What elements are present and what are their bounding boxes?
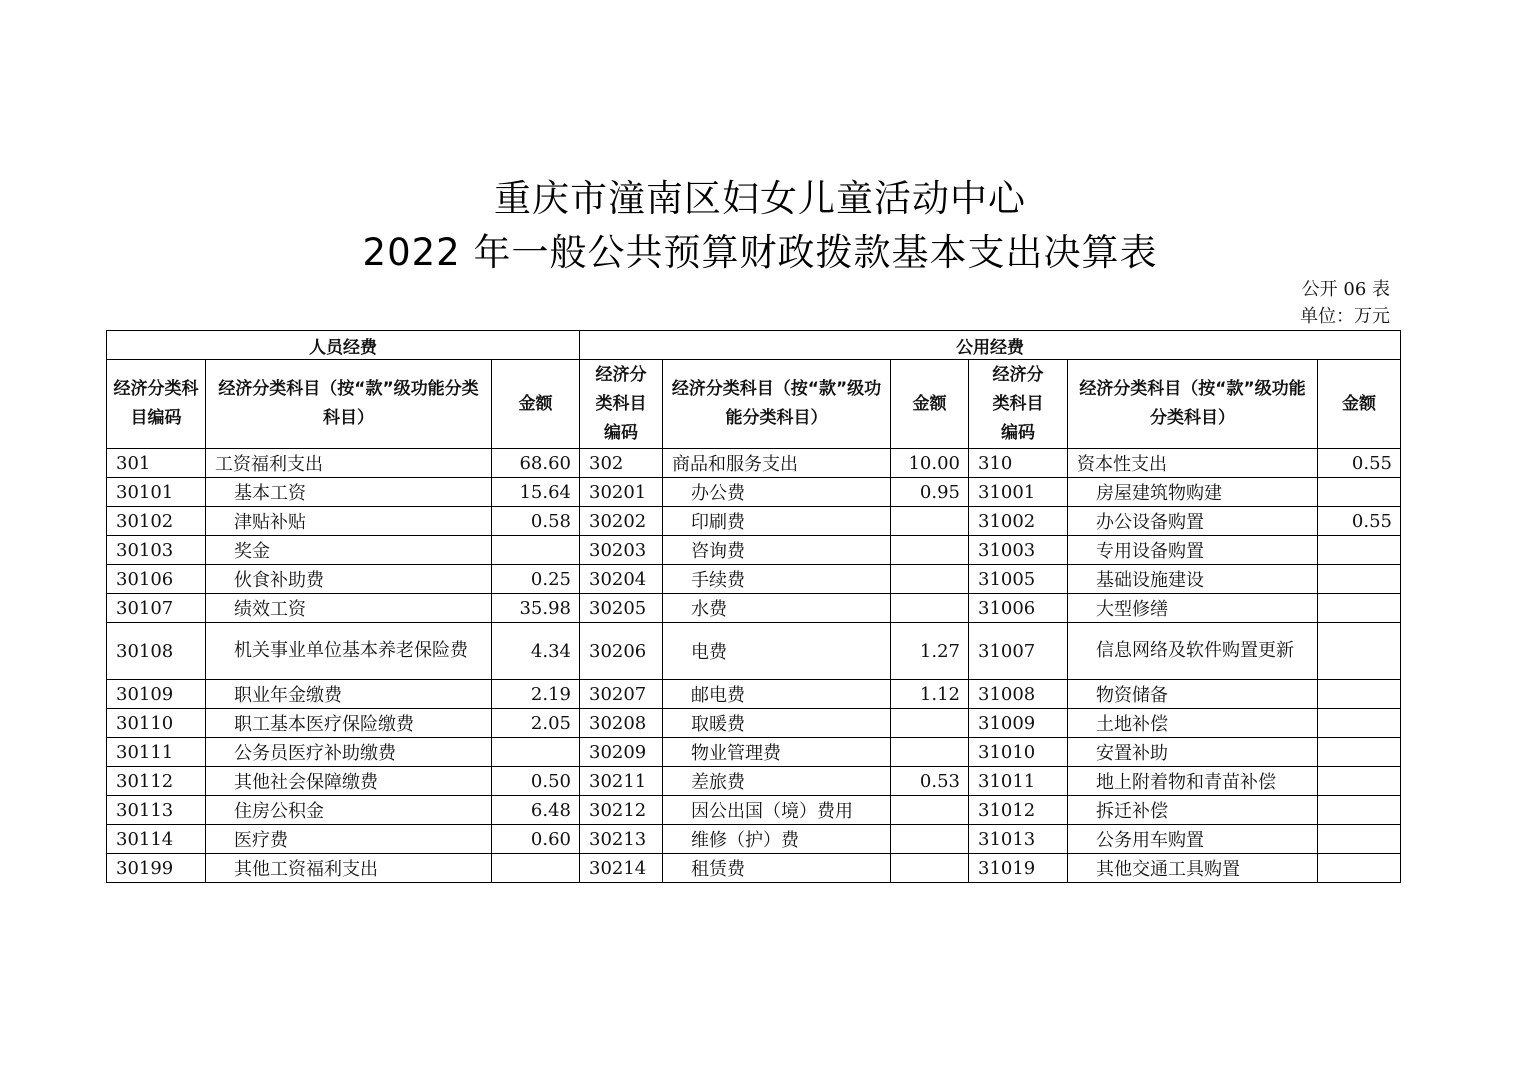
table-row <box>107 680 1401 709</box>
capital-code-cell: 31007 <box>969 623 1068 680</box>
goods-name-cell: 手续费 <box>663 565 891 594</box>
capital-name-cell: 土地补偿 <box>1068 709 1318 738</box>
goods-amount-cell <box>891 825 969 854</box>
capital-amount-cell <box>1318 565 1401 594</box>
table-row <box>107 565 1401 594</box>
page-subtitle: 2022 年一般公共预算财政拨款基本支出决算表 <box>362 231 1158 274</box>
capital-name-cell: 安置补助 <box>1068 738 1318 767</box>
personnel-amount-cell: 0.58 <box>492 507 580 536</box>
capital-amount-cell <box>1318 796 1401 825</box>
header-code: 经济分类科目编码 <box>580 360 663 449</box>
goods-name-cell: 商品和服务支出 <box>663 449 891 478</box>
group-header-public: 公用经费 <box>580 331 1401 360</box>
goods-code-cell: 30207 <box>580 680 663 709</box>
table-row <box>107 623 1401 680</box>
personnel-amount-cell <box>492 738 580 767</box>
personnel-code-cell: 30199 <box>107 854 206 883</box>
capital-code-cell: 31010 <box>969 738 1068 767</box>
capital-code-cell: 31001 <box>969 478 1068 507</box>
capital-amount-cell <box>1318 854 1401 883</box>
goods-amount-cell: 0.95 <box>891 478 969 507</box>
personnel-amount-cell: 68.60 <box>492 449 580 478</box>
capital-name-cell: 基础设施建设 <box>1068 565 1318 594</box>
capital-code-cell: 31005 <box>969 565 1068 594</box>
personnel-amount-cell: 4.34 <box>492 623 580 680</box>
capital-amount-cell <box>1318 478 1401 507</box>
capital-name-cell: 地上附着物和青苗补偿 <box>1068 767 1318 796</box>
capital-amount-cell <box>1318 709 1401 738</box>
goods-name-cell: 咨询费 <box>663 536 891 565</box>
goods-amount-cell: 10.00 <box>891 449 969 478</box>
goods-amount-cell <box>891 507 969 536</box>
personnel-name-cell: 奖金 <box>206 536 492 565</box>
goods-amount-cell <box>891 536 969 565</box>
capital-code-cell: 31013 <box>969 825 1068 854</box>
table-row <box>107 709 1401 738</box>
personnel-name-cell: 津贴补贴 <box>206 507 492 536</box>
personnel-name-cell: 基本工资 <box>206 478 492 507</box>
goods-code-cell: 30206 <box>580 623 663 680</box>
capital-code-cell: 31009 <box>969 709 1068 738</box>
capital-name-cell: 大型修缮 <box>1068 594 1318 623</box>
page-title: 重庆市潼南区妇女儿童活动中心 <box>494 177 1026 220</box>
capital-code-cell: 31003 <box>969 536 1068 565</box>
goods-code-cell: 30214 <box>580 854 663 883</box>
capital-name-cell: 其他交通工具购置 <box>1068 854 1318 883</box>
unit-label: 单位：万元 <box>1300 306 1390 327</box>
header-code: 经济分类科目编码 <box>969 360 1068 449</box>
personnel-amount-cell: 0.50 <box>492 767 580 796</box>
capital-amount-cell <box>1318 680 1401 709</box>
group-header-personnel: 人员经费 <box>107 331 580 360</box>
personnel-code-cell: 30108 <box>107 623 206 680</box>
capital-code-cell: 31002 <box>969 507 1068 536</box>
goods-code-cell: 30211 <box>580 767 663 796</box>
personnel-amount-cell: 2.05 <box>492 709 580 738</box>
personnel-amount-cell: 2.19 <box>492 680 580 709</box>
goods-name-cell: 维修（护）费 <box>663 825 891 854</box>
goods-name-cell: 因公出国（境）费用 <box>663 796 891 825</box>
capital-amount-cell <box>1318 738 1401 767</box>
header-amount: 金额 <box>492 360 580 449</box>
goods-name-cell: 办公费 <box>663 478 891 507</box>
goods-amount-cell <box>891 738 969 767</box>
personnel-code-cell: 30113 <box>107 796 206 825</box>
capital-code-cell: 31008 <box>969 680 1068 709</box>
goods-amount-cell <box>891 709 969 738</box>
personnel-amount-cell: 6.48 <box>492 796 580 825</box>
goods-code-cell: 30203 <box>580 536 663 565</box>
goods-name-cell: 水费 <box>663 594 891 623</box>
personnel-amount-cell <box>492 536 580 565</box>
personnel-code-cell: 30101 <box>107 478 206 507</box>
goods-code-cell: 30212 <box>580 796 663 825</box>
header-code: 经济分类科目编码 <box>107 360 206 449</box>
personnel-code-cell: 301 <box>107 449 206 478</box>
capital-amount-cell <box>1318 536 1401 565</box>
goods-amount-cell <box>891 594 969 623</box>
header-amount: 金额 <box>891 360 969 449</box>
capital-code-cell: 31012 <box>969 796 1068 825</box>
personnel-name-cell: 机关事业单位基本养老保险费 <box>206 623 492 680</box>
header-name: 经济分类科目（按“款”级功能分类科目） <box>206 360 492 449</box>
capital-code-cell: 31019 <box>969 854 1068 883</box>
personnel-name-cell: 公务员医疗补助缴费 <box>206 738 492 767</box>
table-id: 公开 06 表 <box>1301 279 1390 300</box>
goods-code-cell: 30213 <box>580 825 663 854</box>
personnel-amount-cell: 0.60 <box>492 825 580 854</box>
goods-code-cell: 30205 <box>580 594 663 623</box>
personnel-name-cell: 工资福利支出 <box>206 449 492 478</box>
capital-amount-cell <box>1318 623 1401 680</box>
personnel-name-cell: 伙食补助费 <box>206 565 492 594</box>
personnel-code-cell: 30111 <box>107 738 206 767</box>
goods-amount-cell <box>891 796 969 825</box>
capital-amount-cell <box>1318 767 1401 796</box>
personnel-name-cell: 住房公积金 <box>206 796 492 825</box>
capital-code-cell: 31011 <box>969 767 1068 796</box>
table-row <box>107 767 1401 796</box>
goods-amount-cell: 1.27 <box>891 623 969 680</box>
capital-name-cell: 公务用车购置 <box>1068 825 1318 854</box>
header-amount: 金额 <box>1318 360 1401 449</box>
table-row <box>107 738 1401 767</box>
goods-name-cell: 租赁费 <box>663 854 891 883</box>
goods-name-cell: 物业管理费 <box>663 738 891 767</box>
goods-code-cell: 30202 <box>580 507 663 536</box>
capital-name-cell: 办公设备购置 <box>1068 507 1318 536</box>
goods-amount-cell <box>891 565 969 594</box>
personnel-code-cell: 30102 <box>107 507 206 536</box>
goods-name-cell: 差旅费 <box>663 767 891 796</box>
table-row <box>107 478 1401 507</box>
personnel-name-cell: 职业年金缴费 <box>206 680 492 709</box>
personnel-code-cell: 30114 <box>107 825 206 854</box>
header-name: 经济分类科目（按“款”级功能分类科目） <box>663 360 891 449</box>
table-row <box>107 507 1401 536</box>
goods-amount-cell <box>891 854 969 883</box>
personnel-amount-cell: 35.98 <box>492 594 580 623</box>
capital-amount-cell: 0.55 <box>1318 507 1401 536</box>
capital-name-cell: 资本性支出 <box>1068 449 1318 478</box>
table-row <box>107 825 1401 854</box>
goods-name-cell: 邮电费 <box>663 680 891 709</box>
personnel-code-cell: 30112 <box>107 767 206 796</box>
table-body <box>107 449 1401 883</box>
personnel-name-cell: 其他社会保障缴费 <box>206 767 492 796</box>
table-row <box>107 594 1401 623</box>
goods-amount-cell: 1.12 <box>891 680 969 709</box>
capital-code-cell: 310 <box>969 449 1068 478</box>
goods-amount-cell: 0.53 <box>891 767 969 796</box>
capital-name-cell: 拆迁补偿 <box>1068 796 1318 825</box>
capital-amount-cell <box>1318 825 1401 854</box>
goods-code-cell: 30204 <box>580 565 663 594</box>
goods-name-cell: 电费 <box>663 623 891 680</box>
goods-name-cell: 印刷费 <box>663 507 891 536</box>
capital-name-cell: 房屋建筑物购建 <box>1068 478 1318 507</box>
personnel-code-cell: 30106 <box>107 565 206 594</box>
personnel-name-cell: 绩效工资 <box>206 594 492 623</box>
table-row <box>107 796 1401 825</box>
goods-code-cell: 30208 <box>580 709 663 738</box>
capital-amount-cell: 0.55 <box>1318 449 1401 478</box>
personnel-code-cell: 30109 <box>107 680 206 709</box>
goods-name-cell: 取暖费 <box>663 709 891 738</box>
table-row <box>107 449 1401 478</box>
personnel-amount-cell <box>492 854 580 883</box>
budget-table <box>106 330 1401 883</box>
personnel-amount-cell: 0.25 <box>492 565 580 594</box>
goods-code-cell: 30209 <box>580 738 663 767</box>
goods-code-cell: 30201 <box>580 478 663 507</box>
capital-name-cell: 信息网络及软件购置更新 <box>1068 623 1318 680</box>
personnel-name-cell: 其他工资福利支出 <box>206 854 492 883</box>
header-name: 经济分类科目（按“款”级功能分类科目） <box>1068 360 1318 449</box>
personnel-name-cell: 职工基本医疗保险缴费 <box>206 709 492 738</box>
personnel-amount-cell: 15.64 <box>492 478 580 507</box>
personnel-code-cell: 30103 <box>107 536 206 565</box>
personnel-code-cell: 30107 <box>107 594 206 623</box>
capital-amount-cell <box>1318 594 1401 623</box>
table-row <box>107 854 1401 883</box>
goods-code-cell: 302 <box>580 449 663 478</box>
personnel-code-cell: 30110 <box>107 709 206 738</box>
table-row <box>107 536 1401 565</box>
capital-name-cell: 专用设备购置 <box>1068 536 1318 565</box>
personnel-name-cell: 医疗费 <box>206 825 492 854</box>
capital-code-cell: 31006 <box>969 594 1068 623</box>
capital-name-cell: 物资储备 <box>1068 680 1318 709</box>
